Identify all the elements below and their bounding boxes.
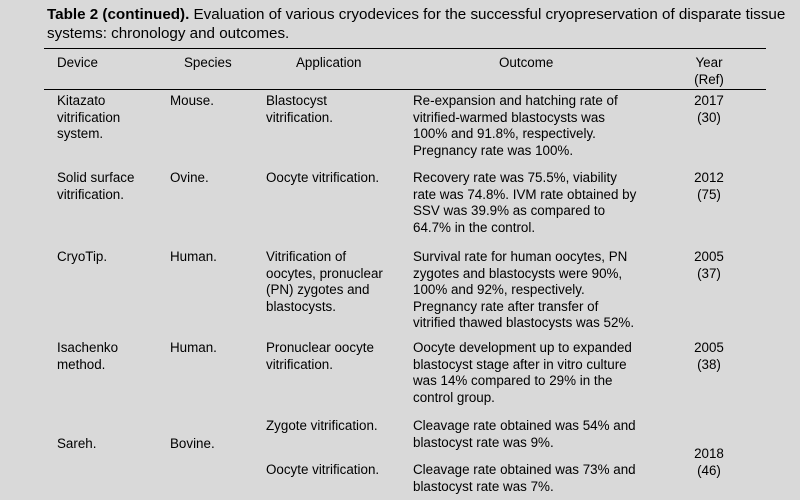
row-4-species: Human. xyxy=(170,340,217,355)
row-4-device: Isachenko method. xyxy=(57,340,119,372)
row-5b-application: Oocyte vitrification. xyxy=(266,462,380,477)
row-1-species: Mouse. xyxy=(170,93,214,108)
table-caption xyxy=(47,5,787,43)
row-5a-outcome: Cleavage rate obtained was 54% and blastocyst rate was 9%. xyxy=(413,418,636,450)
row-4-outcome: Oocyte development up to expanded blastocyst stage after in vitro culture was 14% compared to 29% in the control group. xyxy=(413,340,632,405)
header-outcome: Outcome xyxy=(499,55,554,70)
row-2-outcome: Recovery rate was 75.5%, viability rate was 74.8%. IVM rate obtained by SSV was 39.9% as compared to 64.7% in the control. xyxy=(413,170,637,235)
table-top-rule xyxy=(44,48,766,49)
row-2-year: 2012 (75) xyxy=(694,170,724,202)
row-3-application: Vitrification of oocytes, pronuclear (PN) zygotes and blastocysts. xyxy=(266,249,383,314)
caption-text: Evaluation of various cryodevices for the successful cryopreservation of disparate tissue systems: chronology and outcomes. xyxy=(47,6,786,42)
row-1-outcome: Re-expansion and hatching rate of vitrified-warmed blastocysts was 100% and 91.8%, respectively. Pregnancy rate was 100%. xyxy=(413,93,618,158)
header-device: Device xyxy=(57,55,98,70)
row-3-device: CryoTip. xyxy=(57,249,108,264)
row-3-year: 2005 (37) xyxy=(694,249,724,281)
row-5a-application: Zygote vitrification. xyxy=(266,418,378,433)
row-4-application: Pronuclear oocyte vitrification. xyxy=(266,340,374,372)
row-4-year: 2005 (38) xyxy=(694,340,724,372)
row-1-application: Blastocyst vitrification. xyxy=(266,93,333,125)
row-1-device: Kitazato vitrification system. xyxy=(57,93,121,141)
row-3-outcome: Survival rate for human oocytes, PN zygotes and blastocysts were 90%, 100% and 92%, respectively. Pregnancy rate after transfer of vitrified thawed blastocysts was 52%. xyxy=(413,249,635,330)
header-year-ref: Year (Ref) xyxy=(694,55,724,87)
row-3-species: Human. xyxy=(170,249,217,264)
row-2-species: Ovine. xyxy=(170,170,209,185)
row-2-device: Solid surface vitrification. xyxy=(57,170,135,202)
header-species: Species xyxy=(184,55,232,70)
caption-label: Table 2 (continued). xyxy=(47,6,190,23)
row-2-application: Oocyte vitrification. xyxy=(266,170,380,185)
row-1-year: 2017 (30) xyxy=(694,93,724,125)
row-5-species: Bovine. xyxy=(170,436,215,451)
row-5b-outcome: Cleavage rate obtained was 73% and blastocyst rate was 7%. xyxy=(413,462,636,494)
row-5-device: Sareh. xyxy=(57,436,97,451)
header-bottom-rule xyxy=(44,89,766,90)
header-application: Application xyxy=(296,55,362,70)
row-5-year: 2018 (46) xyxy=(694,446,724,478)
